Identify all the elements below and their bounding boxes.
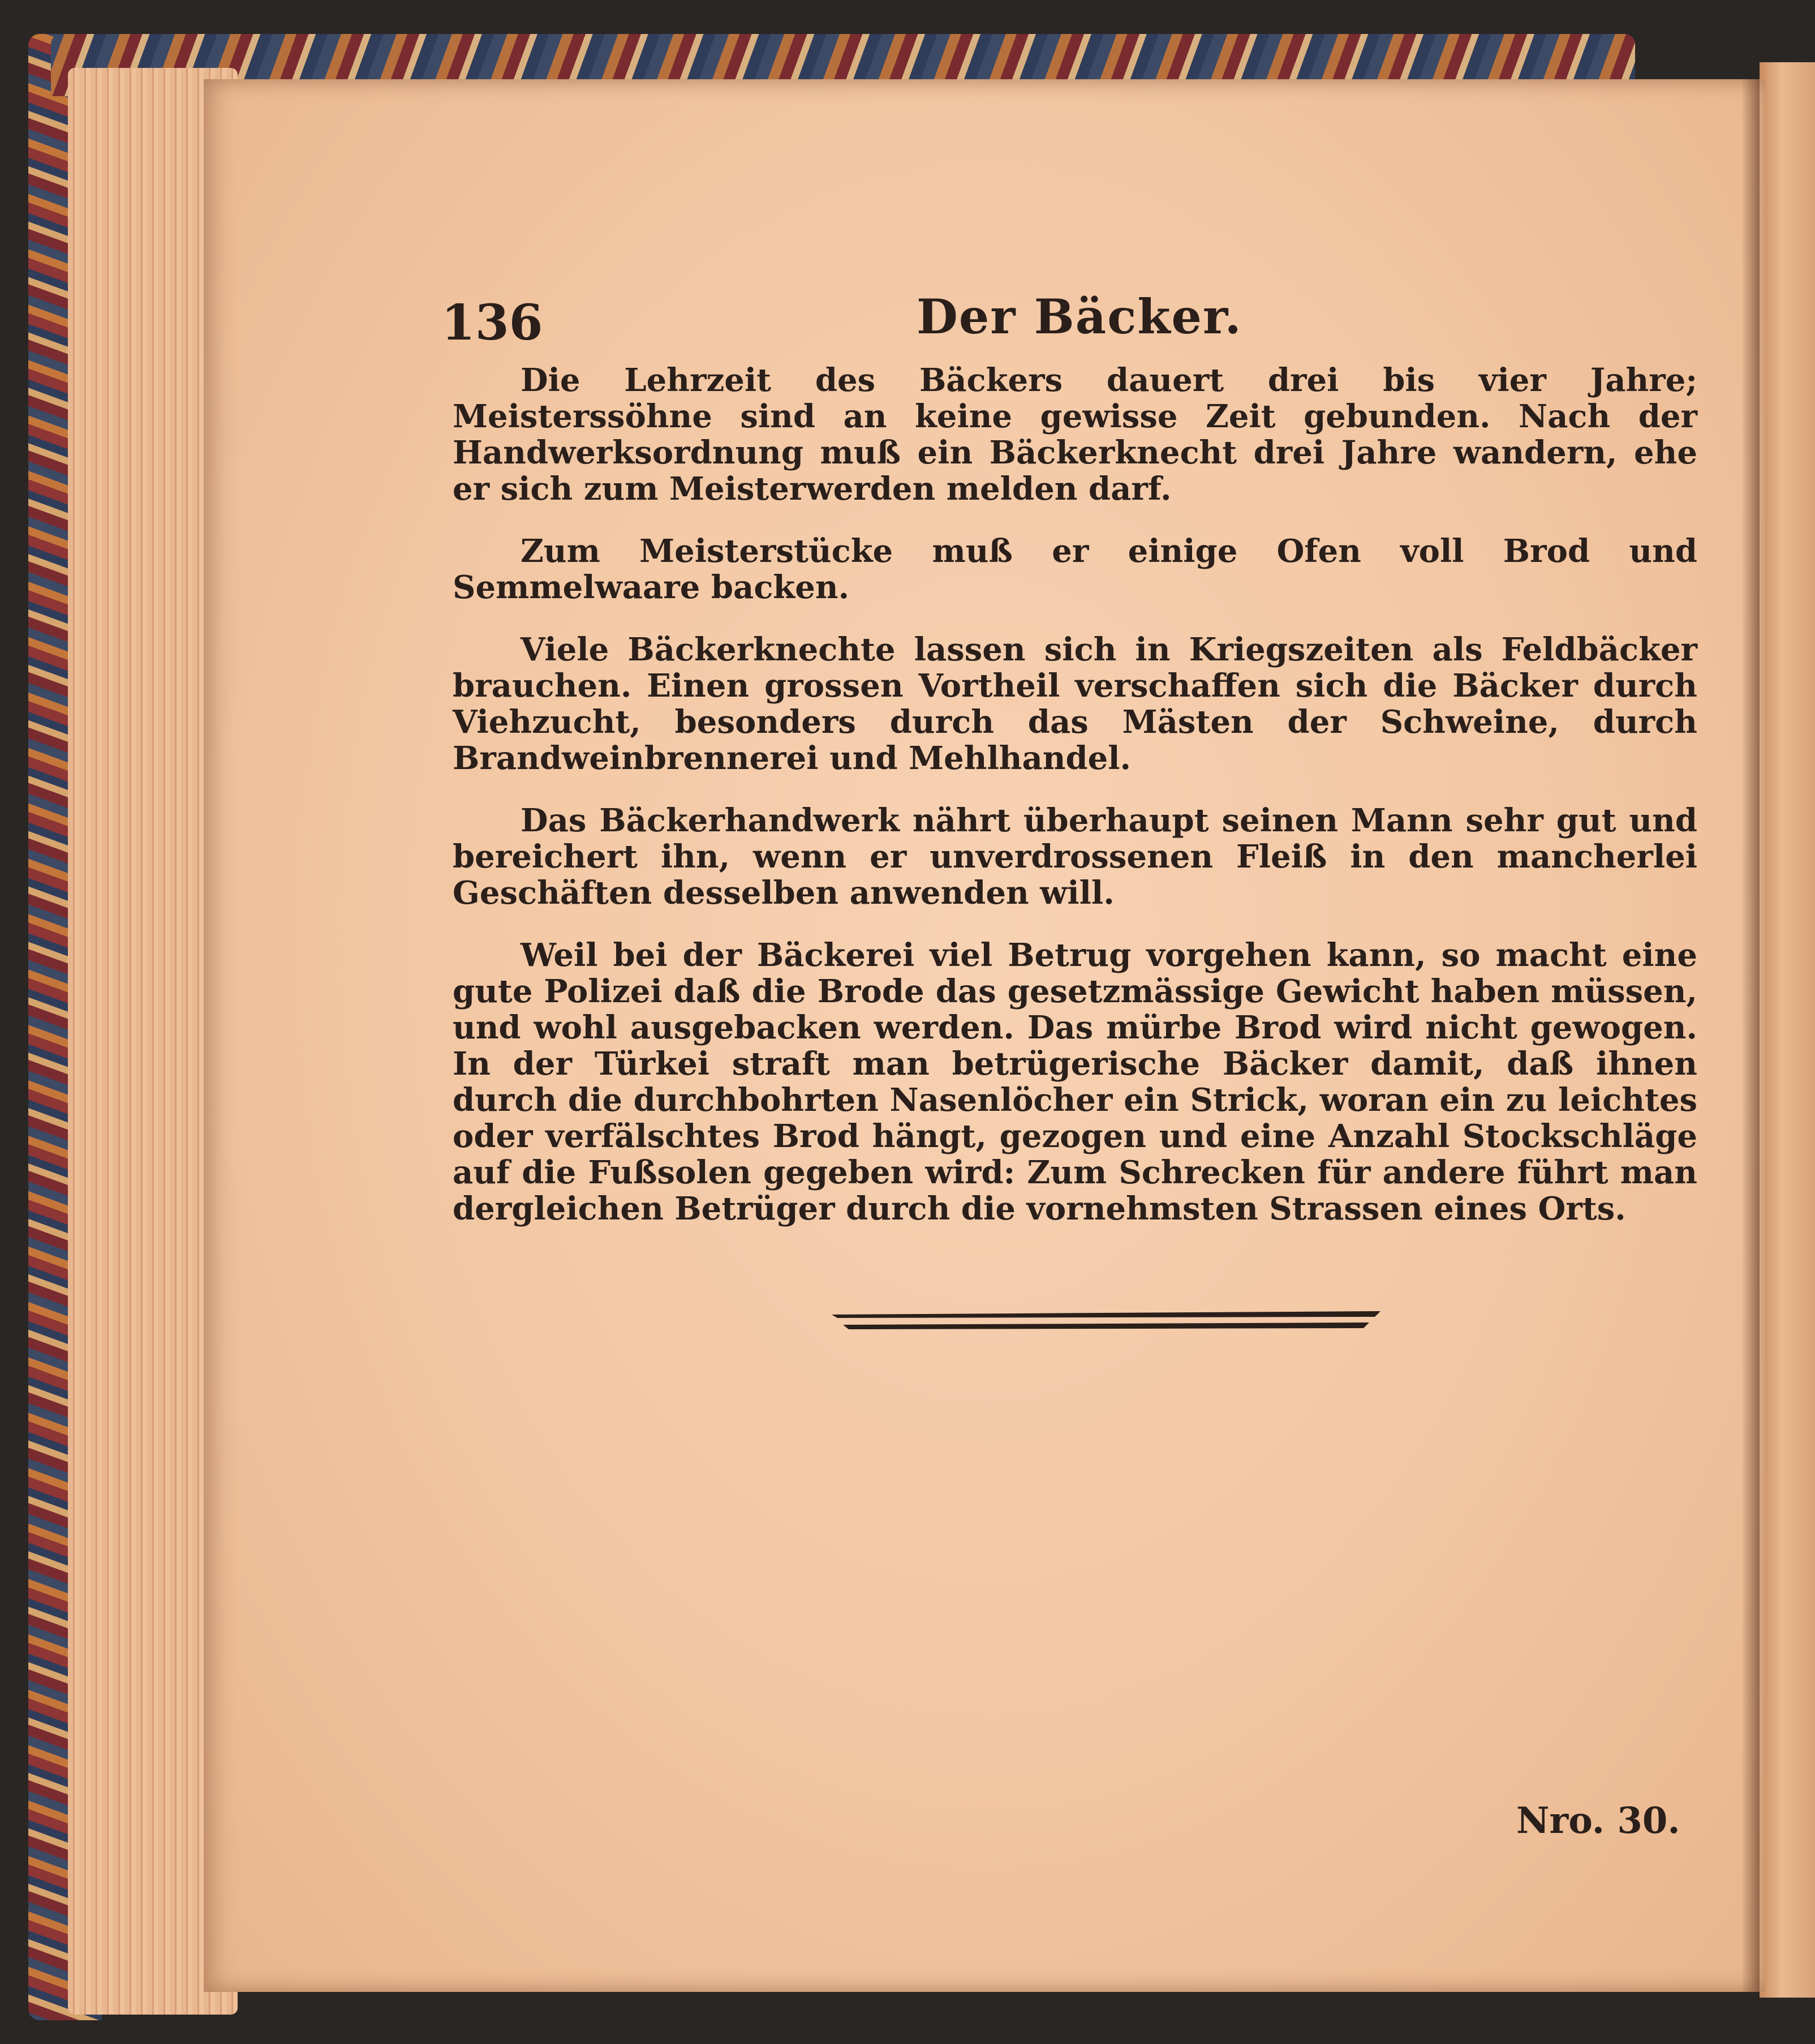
paragraph-2: Zum Meisterstücke muß er einige Ofen voll Brod und Semmelwaare backen. [453,533,1697,606]
running-head: Der Bäcker. [917,289,1242,345]
page-number: 136 [441,294,543,351]
paragraph-3: Viele Bäckerknechte lassen sich in Kriegszeiten als Feldbäcker brauchen. Einen grossen Vortheil verschaffen sich die Bäcker durch Viehzucht, besonders durch das Mästen der Schweine, durch Brandweinbrennerei und Mehlhandel. [453,631,1697,777]
paragraph-5: Weil bei der Bäckerei viel Betrug vorgehen kann, so macht eine gute Polizei daß die Brode das gesetzmässige Gewicht haben müssen, und wohl ausgebacken werden. Das mürbe Brod wird nicht gewogen. In der Türkei straft man betrügerische Bäcker damit, daß ihnen durch die durchbohrten Nasenlöcher ein Strick, woran ein zu leichtes oder verfälschtes Brod hängt, gezogen und eine Anzahl Stockschläge auf die Fußsolen gegeben wird: Zum Schrecken für andere führt man dergleichen Betrüger durch die vornehmsten Strassen eines Orts. [453,937,1697,1227]
facing-page-edge [1760,62,1815,1998]
paragraph-1: Die Lehrzeit des Bäckers dauert drei bis vier Jahre; Meisterssöhne sind an keine gewisse Zeit gebunden. Nach der Handwerksordnung muß ein Bäckerknecht drei Jahre wandern, ehe er sich zum Meisterwerden melden darf. [453,362,1697,508]
double-rule-divider [832,1310,1380,1333]
catchword: Nro. 30. [1516,1800,1680,1842]
paragraph-4: Das Bäckerhandwerk nährt überhaupt seinen Mann sehr gut und bereichert ihn, wenn er unverdrossenen Fleiß in den mancherlei Geschäften desselben anwenden will. [453,802,1697,912]
page-gutter [1743,79,1760,1992]
page-body [453,362,1697,1253]
